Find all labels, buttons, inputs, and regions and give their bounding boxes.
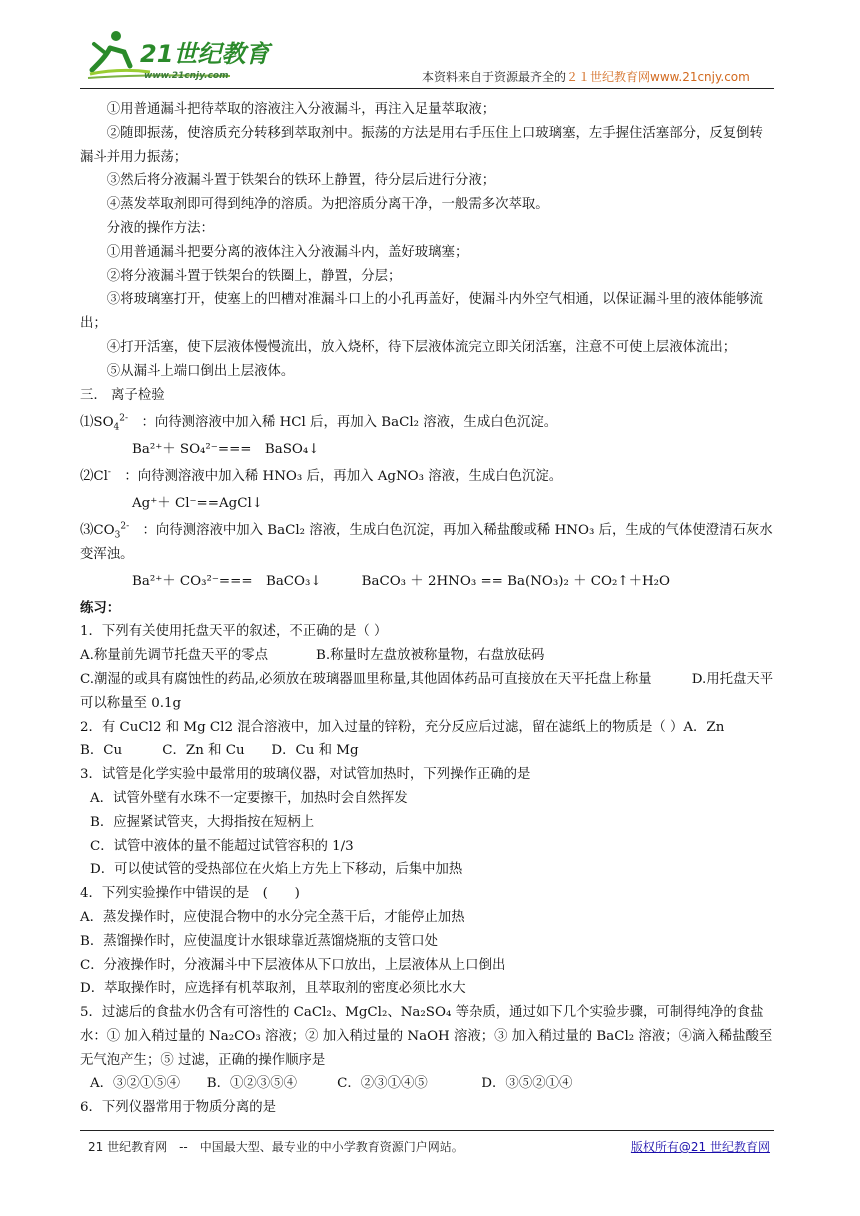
question-1-option-b: B.称量时左盘放被称量物，右盘放砝码 <box>316 648 545 664</box>
separation-step-2: ②将分液漏斗置于铁架台的铁圈上，静置，分层； <box>106 268 402 284</box>
practice-heading: 练习： <box>80 599 121 616</box>
ion-test-3: $⑶CO_3^{2-}$ ：向待测溶液中加入 BaCl₂ 溶液，生成白色沉淀，再加入稀盐酸或稀 HNO₃ 后，生成的气体使澄清石灰水变浑浊。 <box>80 521 773 562</box>
separation-title: 分液的操作方法： <box>106 220 214 236</box>
question-4-option-d: D．萃取操作时，应选择有机萃取剂，且萃取剂的密度必须比水大 <box>80 981 466 997</box>
site-logo[interactable] <box>80 22 300 84</box>
question-2-stem: 2．有 CuCl2 和 Mg Cl2 混合溶液中，加入过量的锌粉，充分反应后过滤，留在滤纸上的物质是（ ）A．Zn <box>80 719 725 735</box>
question-3-stem: 3．试管是化学实验中最常用的玻璃仪器，对试管加热时，下列操作正确的是 <box>80 767 531 783</box>
ion-test-1-desc: ：向待测溶液中加入稀 HCl 后，再加入 BaCl₂ 溶液，生成白色沉淀。 <box>141 415 558 431</box>
extraction-step-4: ④蒸发萃取剂即可得到纯净的溶质。为把溶质分离干净，一般需多次萃取。 <box>106 197 549 213</box>
question-4-option-a: A．蒸发操作时，应使混合物中的水分完全蒸干后，才能停止加热 <box>80 909 465 925</box>
question-1-option-c: C.潮湿的或具有腐蚀性的药品,必须放在玻璃器皿里称量,其他固体药品可直接放在天平托盘上称量 <box>80 671 652 687</box>
question-4-stem: 4．下列实验操作中错误的是 ( ) <box>80 886 300 902</box>
question-2-options: B．Cu C．Zn 和 Cu D．Cu 和 Mg <box>80 743 359 759</box>
question-1-option-a: A.称量前先调节托盘天平的零点 <box>80 648 269 664</box>
logo-graphic <box>80 22 300 84</box>
separation-step-3: ③将玻璃塞打开，使塞上的凹槽对准漏斗口上的小孔再盖好，使漏斗内外空气相通，以保证漏斗里的液体能够流出； <box>80 292 763 332</box>
ion-test-2-desc: ：向待测溶液中加入稀 HNO₃ 后，再加入 AgNO₃ 溶液，生成白色沉淀。 <box>124 469 563 485</box>
question-3-option-a: A．试管外壁有水珠不一定要擦干，加热时会自然挥发 <box>90 790 408 806</box>
separation-step-4: ④打开活塞，使下层液体慢慢流出，放入烧杯，待下层液体流完立即关闭活塞，注意不可使上层液体流出； <box>106 339 737 355</box>
question-1-option-d: D.用托盘天平可以称量至 0.1g <box>80 671 774 711</box>
question-5-options: A．③②①⑤④ B．①②③⑤④ C．②③①④⑤ D．③⑤②①④ <box>90 1076 573 1092</box>
ion-test-1: $⑴SO_4^{2-}$ ：向待测溶液中加入稀 HCl 后，再加入 BaCl₂ 溶液，生成白色沉淀。 <box>80 413 558 434</box>
ion-test-3-number: ⑶ <box>80 522 94 538</box>
question-3-option-d: D．可以使试管的受热部位在火焰上方先上下移动，后集中加热 <box>90 862 463 878</box>
question-3-option-c: C．试管中液体的量不能超过试管容积的 1/3 <box>90 838 354 854</box>
section-3-heading: 三. 离子检验 <box>80 387 165 403</box>
ion-test-1-equation: Ba²⁺＋ SO₄²⁻=== BaSO₄↓ <box>132 442 320 458</box>
ion-test-3-desc: ：向待测溶液中加入 BaCl₂ 溶液，生成白色沉淀，再加入稀盐酸或稀 HNO₃ 后，生成的气体使澄清石灰水变浑浊。 <box>80 522 773 562</box>
question-4-option-c: C．分液操作时，分液漏斗中下层液体从下口放出，上层液体从上口倒出 <box>80 957 506 973</box>
question-1-ab <box>80 644 776 668</box>
ion-test-2-equation: Ag⁺＋ Cl⁻==AgCl↓ <box>132 495 263 511</box>
ion-test-2: ⑵Cl- ：向待测溶液中加入稀 HNO₃ 后，再加入 AgNO₃ 溶液，生成白色沉淀。 <box>80 467 563 485</box>
ion-test-3-equation-1: Ba²⁺＋ CO₃²⁻=== BaCO₃↓ <box>132 573 322 589</box>
extraction-step-3: ③然后将分液漏斗置于铁架台的铁环上静置，待分层后进行分液； <box>106 173 496 189</box>
header-divider <box>80 88 774 89</box>
question-1-stem: 1．下列有关使用托盘天平的叙述，不正确的是（ ） <box>80 624 388 640</box>
footer-divider <box>80 1130 774 1131</box>
tagline-url-link[interactable]: www.21cnjy.com <box>650 70 750 84</box>
logo-url: www.21cnjy.com <box>144 71 229 81</box>
document-body <box>80 98 776 1120</box>
header-tagline <box>422 68 750 85</box>
ion-test-2-number: ⑵ <box>80 469 94 485</box>
question-3-option-b: B．应握紧试管夹，大拇指按在短柄上 <box>90 814 315 830</box>
question-4-option-b: B．蒸馏操作时，应使温度计水银球靠近蒸馏烧瓶的支管口处 <box>80 933 438 949</box>
extraction-step-2: ②随即振荡，使溶质充分转移到萃取剂中。振荡的方法是用右手压住上口玻璃塞，左手握住活塞部分，反复倒转漏斗并用力振荡； <box>80 125 763 165</box>
ion-test-1-number: ⑴ <box>80 415 94 431</box>
extraction-step-1: ①用普通漏斗把待萃取的溶液注入分液漏斗，再注入足量萃取液； <box>106 102 496 117</box>
separation-step-5: ⑤从漏斗上端口倒出上层液体。 <box>106 363 295 379</box>
question-6-stem: 6．下列仪器常用于物质分离的是 <box>80 1100 276 1116</box>
ion-test-3-equations <box>80 569 776 595</box>
question-5-stem: 5．过滤后的食盐水仍含有可溶性的 CaCl₂、MgCl₂、Na₂SO₄ 等杂质，通过如下几个实验步骤，可制得纯净的食盐水：① 加入稍过量的 Na₂CO₃ 溶液；② 加入稍过量的 NaOH 溶液；③ 加入稍过量的 BaCl₂ 溶液；④滴入稀盐酸至无气泡产生；⑤ 过滤，正确的操作顺序是 <box>80 1005 773 1068</box>
tagline-prefix: 本资料来自于资源最齐全的 <box>422 70 567 84</box>
question-1-cd <box>80 668 776 716</box>
copyright-link[interactable]: 版权所有@21 世纪教育网 <box>630 1140 770 1154</box>
logo-text: 21世纪教育 <box>140 40 270 68</box>
footer-text: 21 世纪教育网 -- 中国最大型、最专业的中小学教育资源门户网站。 <box>88 1140 464 1154</box>
separation-step-1: ①用普通漏斗把要分离的液体注入分液漏斗内，盖好玻璃塞； <box>106 244 469 260</box>
ion-test-3-equation-2: BaCO₃ ＋ 2HNO₃ == Ba(NO₃)₂ ＋ CO₂↑＋H₂O <box>361 573 670 589</box>
tagline-site-link[interactable]: ２１世纪教育网 <box>566 70 651 84</box>
